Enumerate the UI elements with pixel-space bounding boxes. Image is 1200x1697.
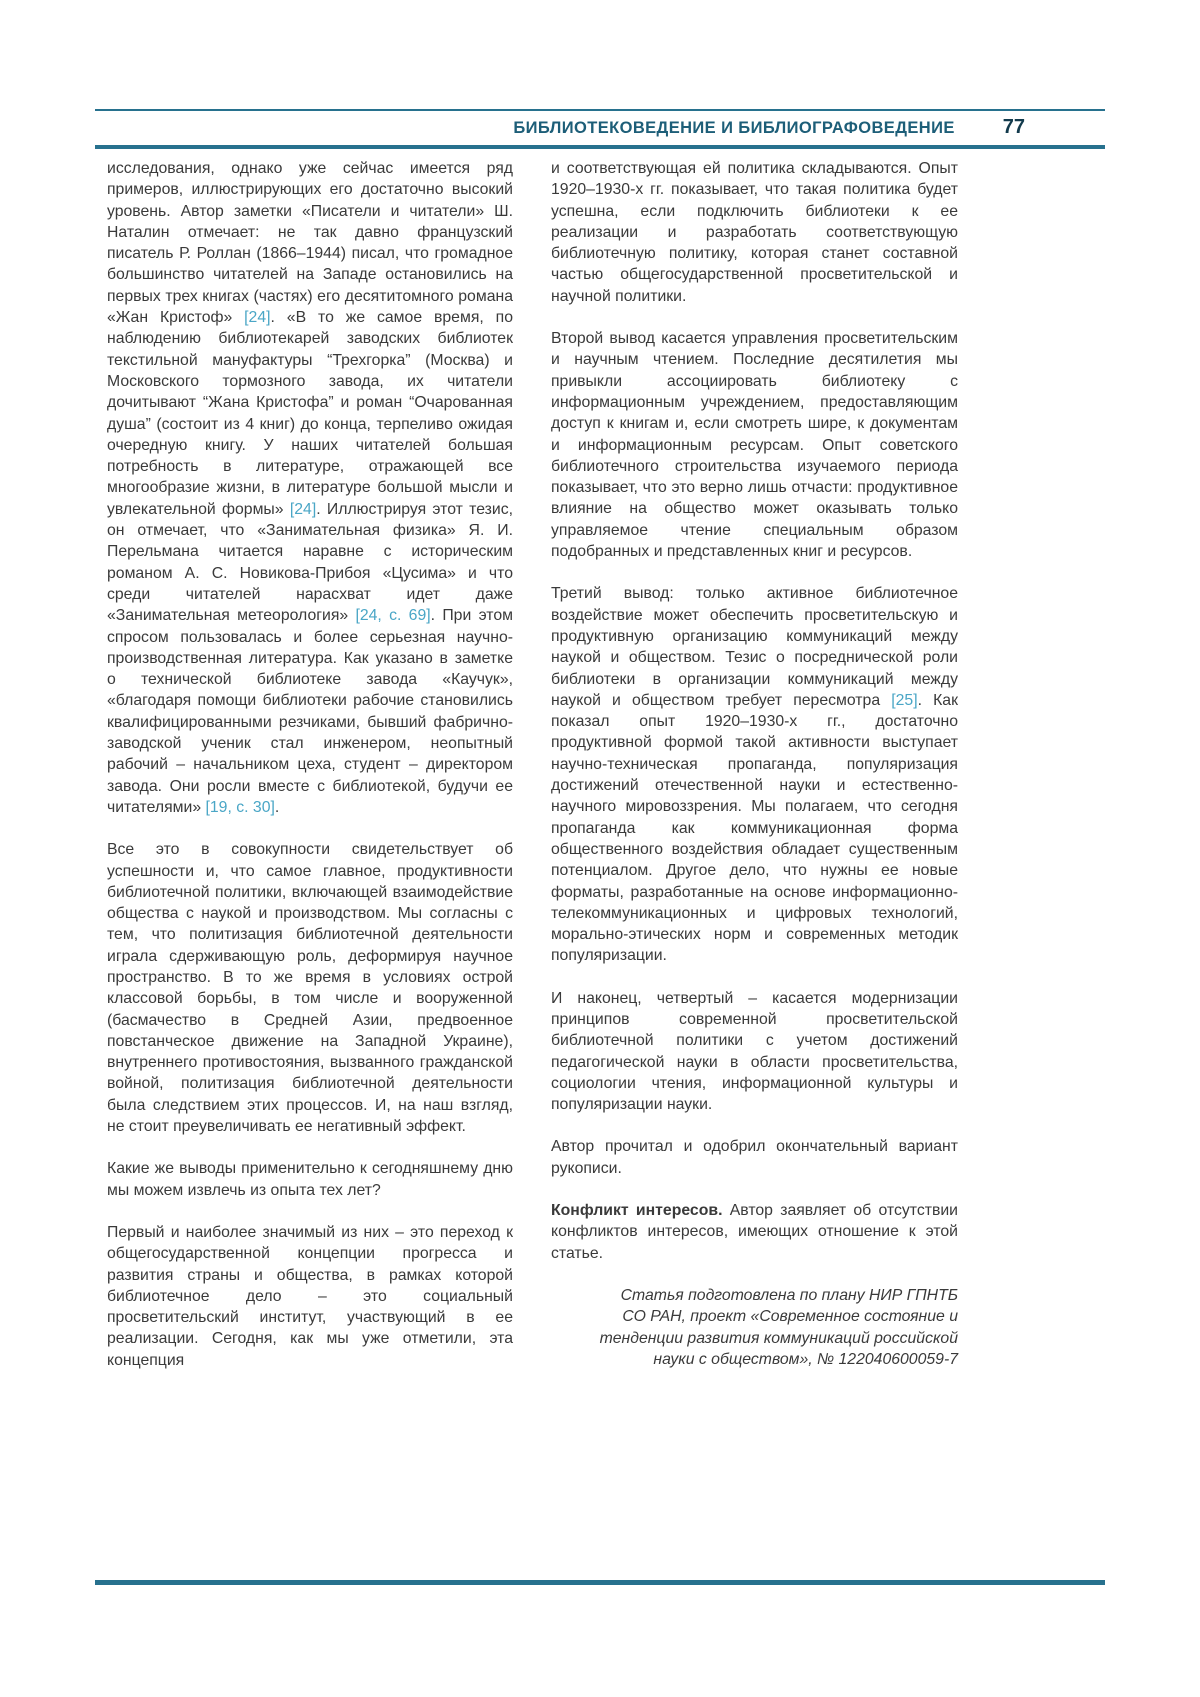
right-column xyxy=(551,158,958,1391)
paragraph xyxy=(551,1285,958,1370)
paragraph xyxy=(551,988,958,1116)
footer-rule xyxy=(95,1580,1105,1585)
text-run: и соответствующая ей политика складываются. Опыт 1920–1930-х гг. показывает, что такая политика будет успешна, если подключить библиотеки к ее реализации и разработать соответствующую библиотечную политику, которая станет составной частью общегосударственной просветительской и научной политики. xyxy=(551,160,958,305)
text-run: Первый и наиболее значимый из них – это переход к общегосударственной концепции прогресса и развития страны и общества, в рамках которой библиотечное дело – это социальный просветительский институт, участвующий в ее реализации. Сегодня, как мы уже отметили, эта концепция xyxy=(107,1223,513,1369)
section-title: БИБЛИОТЕКОВЕДЕНИЕ И БИБЛИОГРАФОВЕДЕНИЕ xyxy=(513,119,955,137)
page-number: 77 xyxy=(1002,116,1025,138)
paragraph xyxy=(551,583,958,966)
citation-link[interactable]: [24] xyxy=(244,309,271,327)
running-head-row xyxy=(95,116,1105,139)
text-run: . Как показал опыт 1920–1930-х гг., достаточно продуктивной формой такой активности выступает научно-техническая пропаганда, популяризация достижений отечественной науки и естественно-научного мировоззрения. Мы полагаем, что сегодня пропаганда как коммуникационная форма общественного воздействия обладает существенным потенциалом. Другое дело, что нужны ее новые форматы, разработанные на основе информационно-телекоммуникационных и цифровых технологий, морально-этических норм и современных методик популяризации. xyxy=(551,691,958,965)
paragraph xyxy=(107,158,513,818)
citation-link[interactable]: [24] xyxy=(289,500,317,518)
paragraph xyxy=(551,1200,958,1264)
text-run: Какие же выводы применительно к сегодняшнему дню мы можем извлечь из опыта тех лет? xyxy=(107,1160,513,1199)
citation-link[interactable]: [19, с. 30] xyxy=(205,798,275,816)
text-run: Автор прочитал и одобрил окончательный вариант рукописи. xyxy=(551,1138,958,1177)
text-run: Статья подготовлена по плану НИР ГПНТБ СО РАН, проект «Современное состояние и тенденции развития коммуникаций российской науки с обществом», № 122040600059-7 xyxy=(599,1286,958,1368)
text-run: . Иллюстрируя этот тезис, он отмечает, что «Занимательная физика» Я. И. Перельмана читается наравне с историческим романом А. С. Новикова-Прибоя «Цусима» и что среди читателей нарасхват идет даже «Занимательная метеорология» xyxy=(107,500,513,625)
text-run: И наконец, четвертый – касается модернизации принципов современной просветительской библиотечной политики с учетом достижений педагогической науки в области просветительства, социологии чтения, информационной культуры и популяризации науки. xyxy=(551,989,958,1114)
citation-link[interactable]: [25] xyxy=(891,691,918,709)
text-run: исследования, однако уже сейчас имеется ряд примеров, иллюстрирующих его достаточно высокий уровень. Автор заметки «Писатели и читатели» Ш. Наталин отмечает: не так давно французский писатель Р. Роллан (1866–1944) писал, что громадное большинство читателей на Западе остановились на первых трех книгах (частях) его десятитомного романа «Жан Кристоф» xyxy=(107,160,513,327)
text-run: Третий вывод: только активное библиотечное воздействие может обеспечить просветительскую и продуктивную организацию коммуникаций между наукой и обществом. Тезис о посреднической роли библиотеки в организации коммуникаций между наукой и обществом требует пересмотра xyxy=(551,585,958,709)
paragraph xyxy=(107,1158,513,1201)
citation-link[interactable]: [24, с. 69] xyxy=(355,607,431,625)
text-run: . xyxy=(274,798,280,816)
left-column xyxy=(107,158,513,1392)
text-run: Все это в совокупности свидетельствует об успешности и, что самое главное, продуктивности библиотечной политики, включающей взаимодействие общества с наукой и производством. Мы согласны с тем, что политизация библиотечной деятельности играла сдерживающую роль, деформируя научное пространство. В то же время в условиях острой классовой борьбы, в том числе и вооруженной (басмачество в Средней Азии, предвоенное повстанческое движение на Западной Украине), внутреннего противостояния, вызванного гражданской войной, политизация библиотечной деятельности была следствием этих процессов. И, на наш взгляд, не стоит преувеличивать ее негативный эффект. xyxy=(107,841,513,1136)
bold-lead-in: Конфликт интересов. xyxy=(551,1202,723,1220)
paragraph xyxy=(551,158,958,307)
text-run: Второй вывод касается управления просветительским и научным чтением. Последние десятилетия мы привыкли ассоциировать библиотеку с информационным учреждением, предоставляющим доступ к книгам и, если смотреть шире, к документам и информационным ресурсам. Опыт советского библиотечного строительства изучаемого периода показывает, что это верно лишь отчасти: продуктивное влияние на общество может оказывать только управляемое чтение специальным образом подобранных и представленных книг и ресурсов. xyxy=(551,330,958,561)
running-head xyxy=(95,109,1105,149)
paragraph xyxy=(551,1136,958,1179)
paragraph xyxy=(551,328,958,562)
paragraph xyxy=(107,839,513,1137)
text-run: . «В то же самое время, по наблюдению библиотекарей заводских библиотек текстильной мануфактуры “Трехгорка” (Москва) и Московского тормозного завода, их читатели дочитывают “Жана Кристофа” и роман “Очарованная душа” (состоит из 4 книг) до конца, терпеливо ожидая очередную книгу. У наших читателей большая потребность в литературе, отражающей все многообразие жизни, в литературе большой мысли и увлекательной формы» xyxy=(107,309,513,518)
paragraph xyxy=(107,1222,513,1371)
text-run: Автор заявляет об отсутствии конфликтов интересов, имеющих отношение к этой статье. xyxy=(551,1202,958,1262)
text-run: . При этом спросом пользовалась и более серьезная научно-производственная литература. Как указано в заметке о технической библиотеке завода «Каучук», «благодаря помощи библиотеки рабочие становились квалифицированными резчиками, бывший фабрично-заводской ученик стал инженером, неопытный рабочий – начальником цеха, студент – директором завода. Они росли вместе с библиотекой, будучи ее читателями» xyxy=(107,607,513,816)
